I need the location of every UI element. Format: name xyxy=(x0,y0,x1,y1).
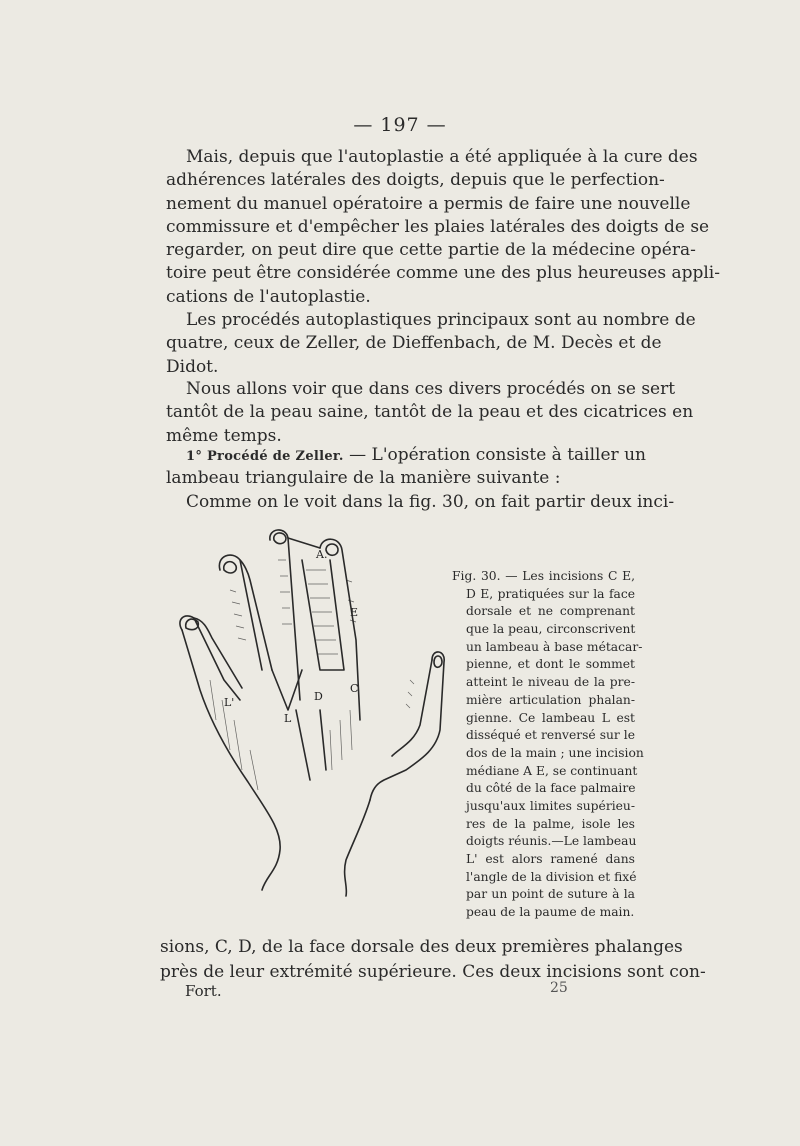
hand-illustration xyxy=(170,520,460,900)
caption-line: L' est alors ramené dans xyxy=(466,852,635,866)
text-line: lambeau triangulaire de la manière suivante : xyxy=(166,468,561,489)
caption-line: gienne. Ce lambeau L est xyxy=(466,710,635,725)
paragraph-2 xyxy=(166,309,696,379)
text-line: même temps. xyxy=(166,425,282,446)
text-line: commissure et d'empêcher les plaies latérales des doigts de se xyxy=(166,216,710,237)
caption-line: que la peau, circonscrivent xyxy=(466,622,636,637)
sheet-number: 25 xyxy=(550,980,568,996)
figure-label-d: D xyxy=(314,690,323,703)
caption-line: res de la palme, isole les xyxy=(466,816,635,831)
caption-line: médiane A E, se continuant xyxy=(466,763,638,778)
caption-line: du côté de la face palmaire xyxy=(466,781,636,796)
caption-line: un lambeau à base métacar- xyxy=(466,639,643,654)
figure-label-l-prime: L' xyxy=(224,696,235,709)
text-line xyxy=(166,444,646,467)
figure-caption xyxy=(452,568,644,922)
caption-line: mière articulation phalan- xyxy=(466,692,635,707)
section-heading: 1° Procédé de Zeller. xyxy=(186,449,344,464)
text-line: regarder, on peut dire que cette partie de la médecine opéra- xyxy=(166,240,696,261)
caption-line: peau de la paume de main. xyxy=(466,905,635,920)
caption-line: l'angle de la division et fixé xyxy=(466,869,637,884)
figure-label-e: E xyxy=(350,606,359,619)
caption-line: jusqu'aux limites supérieu- xyxy=(466,798,635,813)
paragraph-3 xyxy=(166,378,694,448)
caption-line: pienne, et dont le sommet xyxy=(466,657,635,672)
text-line: Les procédés autoplastiques principaux sont au nombre de xyxy=(186,310,696,330)
text-line: adhérences latérales des doigts, depuis que le perfection- xyxy=(166,170,665,191)
figure-label-c: C xyxy=(350,682,359,695)
caption-line: D E, pratiquées sur la face xyxy=(466,586,635,601)
caption-line: Fig. 30. — Les incisions C E, xyxy=(452,569,635,583)
caption-line: dorsale et ne comprenant xyxy=(466,604,635,619)
text-line: quatre, ceux de Zeller, de Dieffenbach, de M. Decès et de xyxy=(166,333,662,354)
text-line: toire peut être considérée comme une des plus heureuses appli- xyxy=(166,263,720,284)
text-line: Didot. xyxy=(166,356,219,377)
text-line: tantôt de la peau saine, tantôt de la peau et des cicatrices en xyxy=(166,402,694,423)
text-line: nement du manuel opératoire a permis de faire une nouvelle xyxy=(166,193,691,214)
signature-mark: Fort. xyxy=(185,982,222,1000)
caption-line: disséqué et renversé sur le xyxy=(466,728,635,743)
text-line: cations de l'autoplastie. xyxy=(166,286,371,307)
paragraph-zeller xyxy=(166,444,675,514)
text-fragment: — L'opération consiste à tailler un xyxy=(343,445,646,465)
paragraph-continuation xyxy=(160,935,706,985)
paragraph-1 xyxy=(166,146,720,309)
figure-label-l: L xyxy=(284,712,292,725)
caption-line: doigts réunis.—Le lambeau xyxy=(466,834,637,849)
text-line: Nous allons voir que dans ces divers procédés on se sert xyxy=(186,379,676,399)
text-line: Mais, depuis que l'autoplastie a été appliquée à la cure des xyxy=(186,147,698,167)
text-line: sions, C, D, de la face dorsale des deux premières phalanges xyxy=(160,937,683,957)
caption-line: dos de la main ; une incision xyxy=(466,745,644,760)
figure-label-a: A. xyxy=(316,548,328,561)
page-number: — 197 — xyxy=(353,114,447,136)
caption-line: par un point de suture à la xyxy=(466,887,635,902)
caption-line: atteint le niveau de la pre- xyxy=(466,675,635,690)
text-line: Comme on le voit dans la fig. 30, on fait partir deux inci- xyxy=(186,491,675,512)
text-line: près de leur extrémité supérieure. Ces deux incisions sont con- xyxy=(160,962,706,982)
